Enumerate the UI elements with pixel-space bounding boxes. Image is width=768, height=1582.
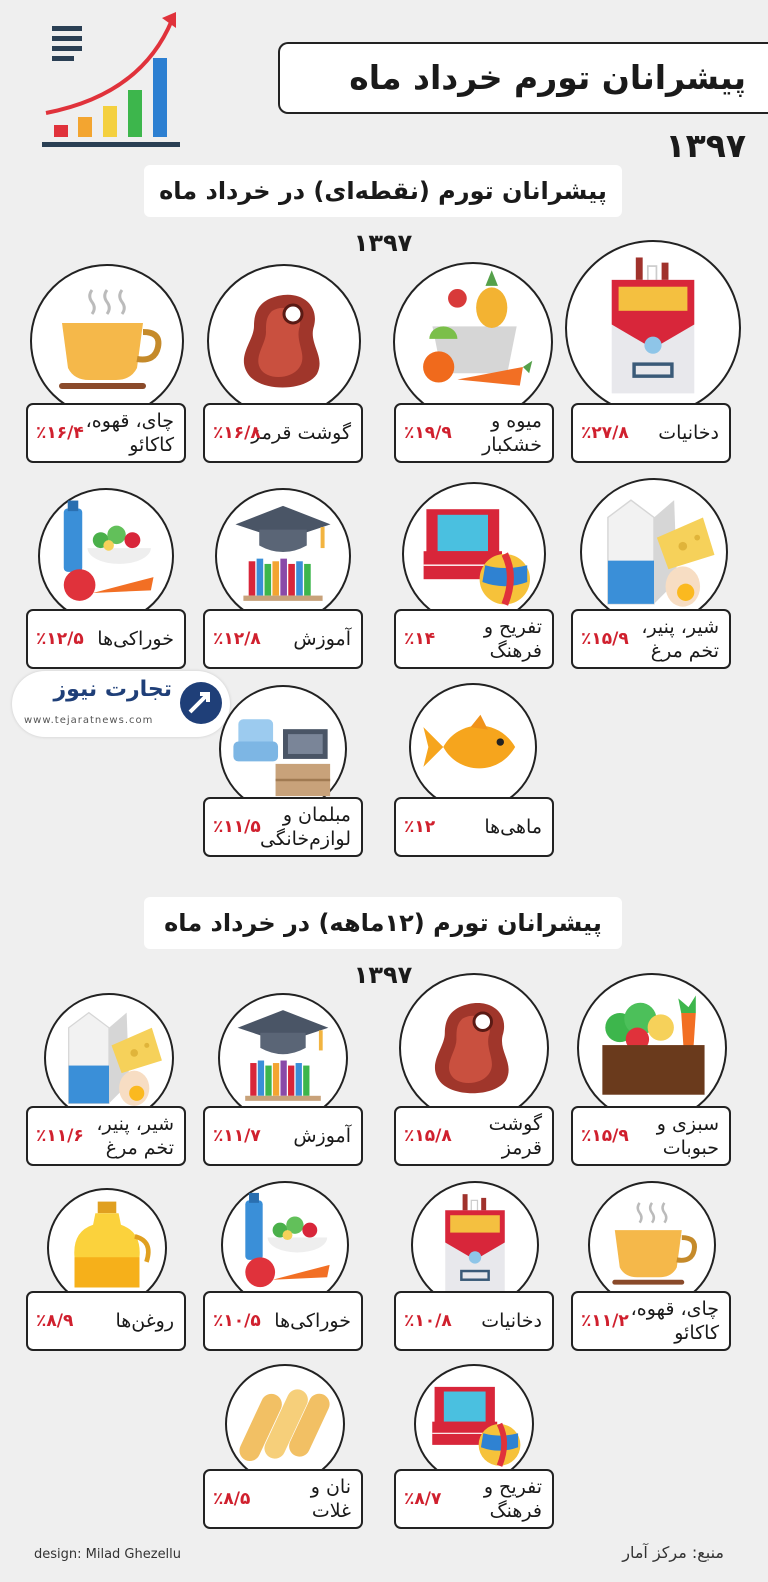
bread-icon — [227, 1366, 343, 1482]
groceries-icon — [223, 1183, 347, 1307]
item-label: نان و غلات ٪۸/۵ — [203, 1469, 363, 1529]
item-label: گوشت قرمز ٪۱۵/۸ — [394, 1106, 554, 1166]
oil-bottle-icon — [49, 1190, 165, 1306]
item-circle — [47, 1188, 167, 1308]
item-label: چای، قهوه، کاکائو ٪۱۱/۲ — [571, 1291, 731, 1351]
item-circle — [414, 1364, 534, 1484]
item-circle — [219, 685, 347, 813]
item-circle — [588, 1181, 716, 1309]
item-label: دخانیات ٪۲۷/۸ — [571, 403, 731, 463]
item-label: تفریح و فرهنگ ٪۸/۷ — [394, 1469, 554, 1529]
source-credit: منبع: مرکز آمار — [622, 1543, 724, 1562]
item-circle — [411, 1181, 539, 1309]
growth-chart-icon — [38, 8, 188, 153]
item-circle — [577, 973, 727, 1123]
item-circle — [225, 1364, 345, 1484]
dairy-icon — [46, 995, 172, 1121]
logo-name: تجارت نیوز — [53, 677, 172, 702]
entertainment-icon — [404, 484, 544, 624]
item-label: گوشت قرمز ٪۱۶/۸ — [203, 403, 363, 463]
cigarette-pack-icon — [567, 242, 739, 414]
item-label: تفریح و فرهنگ ٪۱۴ — [394, 609, 554, 669]
fruit-basket-icon — [395, 264, 551, 420]
item-circle — [207, 264, 361, 418]
item-circle — [399, 973, 549, 1123]
dairy-icon — [582, 480, 726, 624]
cigarette-pack-icon — [413, 1183, 537, 1307]
furniture-icon — [221, 687, 345, 811]
brand-logo — [12, 671, 230, 737]
coffee-cup-icon — [32, 266, 182, 416]
item-label: چای، قهوه، کاکائو ٪۱۶/۴ — [26, 403, 186, 463]
fish-icon — [411, 685, 535, 809]
item-circle — [402, 482, 546, 626]
logo-mark-icon — [178, 680, 224, 726]
education-icon — [217, 490, 349, 622]
item-circle — [44, 993, 174, 1123]
item-label: میوه و خشکبار ٪۱۹/۹ — [394, 403, 554, 463]
item-label: خوراکی‌ها ٪۱۲/۵ — [26, 609, 186, 669]
steak-icon — [209, 266, 359, 416]
item-circle — [565, 240, 741, 416]
item-label: ماهی‌ها ٪۱۲ — [394, 797, 554, 857]
vegetables-icon — [579, 975, 725, 1121]
item-circle — [215, 488, 351, 624]
item-circle — [393, 262, 553, 422]
item-label: سبزی و حبوبات ٪۱۵/۹ — [571, 1106, 731, 1166]
item-label: شیر، پنیر، تخم مرغ ٪۱۱/۶ — [26, 1106, 186, 1166]
item-circle — [38, 488, 174, 624]
item-circle — [221, 1181, 349, 1309]
education-icon — [220, 995, 346, 1121]
section-title-annual: پیشرانان تورم (۱۲ماهه) در خرداد ماه ۱۳۹۷ — [144, 897, 622, 949]
logo-url: www.tejaratnews.com — [24, 715, 154, 726]
item-circle — [409, 683, 537, 811]
coffee-cup-icon — [590, 1183, 714, 1307]
item-label: مبلمان و لوازم‌خانگی ٪۱۱/۵ — [203, 797, 363, 857]
item-label: دخانیات ٪۱۰/۸ — [394, 1291, 554, 1351]
item-circle — [218, 993, 348, 1123]
item-label: آموزش ٪۱۱/۷ — [203, 1106, 363, 1166]
item-circle — [30, 264, 184, 418]
groceries-icon — [40, 490, 172, 622]
item-label: خوراکی‌ها ٪۱۰/۵ — [203, 1291, 363, 1351]
item-label: روغن‌ها ٪۸/۹ — [26, 1291, 186, 1351]
steak-icon — [401, 975, 547, 1121]
page-title: پیشرانان تورم خرداد ماه ۱۳۹۷ — [278, 42, 768, 114]
entertainment-icon — [416, 1366, 532, 1482]
item-label: آموزش ٪۱۲/۸ — [203, 609, 363, 669]
section-title-point: پیشرانان تورم (نقطه‌ای) در خرداد ماه ۱۳۹۷ — [144, 165, 622, 217]
item-circle — [580, 478, 728, 626]
design-credit: design: Milad Ghezellu — [34, 1547, 182, 1562]
item-label: شیر، پنیر، تخم مرغ ٪۱۵/۹ — [571, 609, 731, 669]
